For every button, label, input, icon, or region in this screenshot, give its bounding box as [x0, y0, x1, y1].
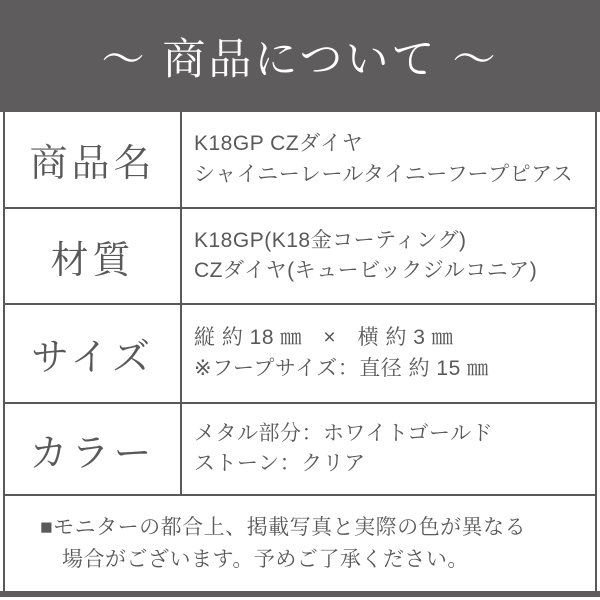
value-line: K18GP CZダイヤ [194, 132, 364, 156]
row-label-size: サイズ [5, 305, 182, 402]
row-value-color [182, 404, 595, 494]
product-spec-table [3, 112, 597, 496]
section-header-banner [0, 0, 600, 112]
value-line: K18GP(K18金コーティング) [194, 228, 467, 252]
value-line: ※フープサイズ：直径 約 15 ㎜ [194, 356, 489, 380]
disclaimer-line: ■モニターの都合上、掲載写真と実際の色が異なる [40, 516, 527, 539]
bottom-accent-bar [0, 591, 600, 597]
row-value-size [182, 305, 595, 402]
table-row-product-name [5, 112, 595, 209]
row-value-product-name [182, 112, 595, 207]
disclaimer-line: 場合がございます。予めご了承ください。 [62, 547, 469, 571]
table-row-color [5, 404, 595, 494]
value-line: メタル部分：ホワイトゴールド [194, 421, 494, 445]
monitor-disclaimer-note [3, 496, 597, 591]
row-label-product-name: 商品名 [5, 112, 182, 207]
value-line: 縦 約 18 ㎜ × 横 約 3 ㎜ [194, 326, 454, 350]
row-value-material [182, 209, 595, 303]
value-line: ストーン：クリア [194, 452, 366, 475]
row-label-color: カラー [5, 404, 182, 494]
table-row-size [5, 305, 595, 404]
table-row-material [5, 209, 595, 305]
value-line: シャイニーレールタイニーフープピアス [194, 162, 574, 186]
value-line: CZダイヤ(キュービックジルコニア) [194, 259, 538, 282]
row-label-material: 材質 [5, 209, 182, 303]
page-title: 〜 商品について 〜 [101, 35, 499, 84]
